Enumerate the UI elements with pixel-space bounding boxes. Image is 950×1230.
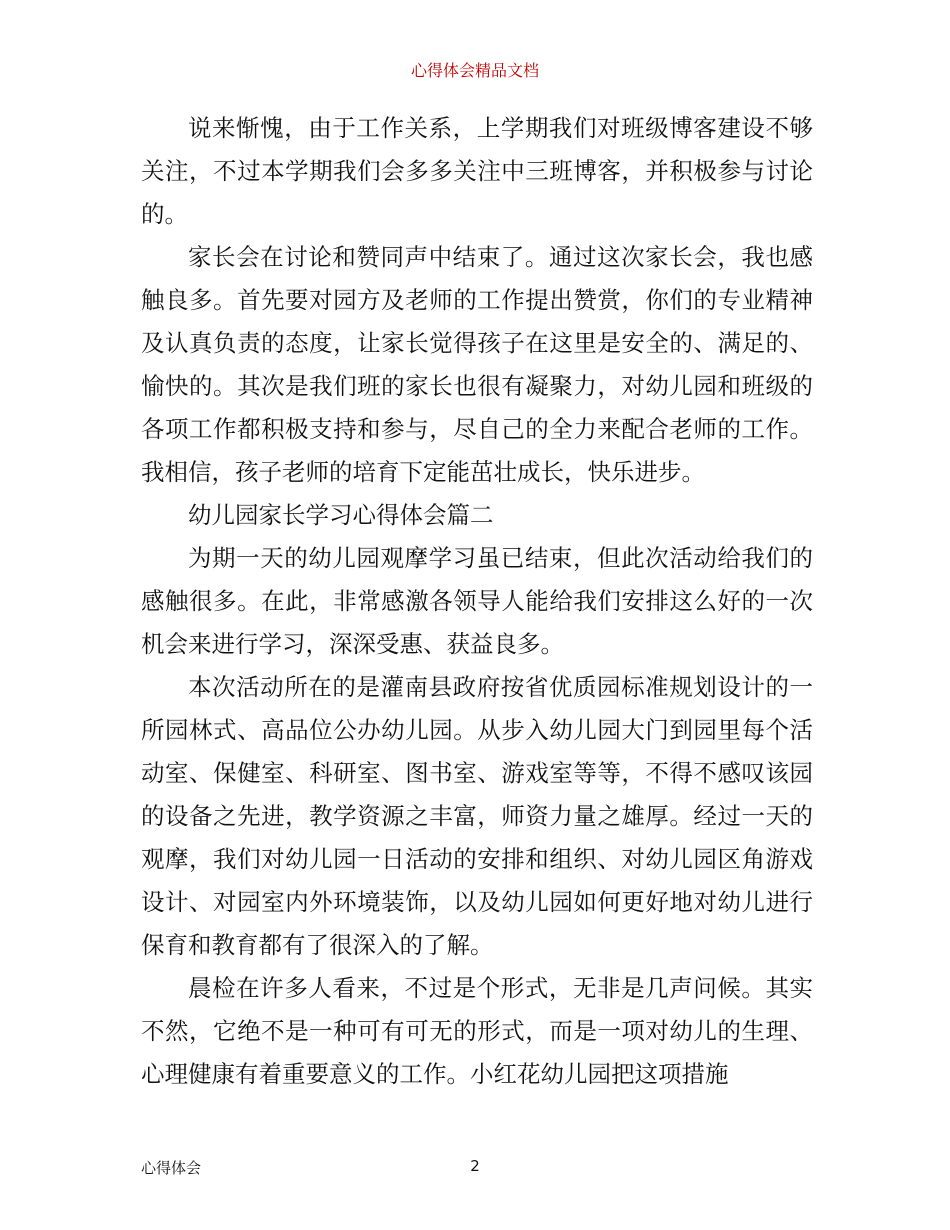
paragraph: 本次活动所在的是灌南县政府按省优质园标准规划设计的一所园林式、高品位公办幼儿园。从步入幼儿园大门到园里每个活动室、保健室、科研室、图书室、游戏室等等，不得不感叹该园的设备之先进，教学资源之丰富，师资力量之雄厚。经过一天的观摩，我们对幼儿园一日活动的安排和组织、对幼儿园区角游戏设计、对园室内外环境装饰，以及幼儿园如何更好地对幼儿进行保育和教育都有了很深入的了解。 [141,673,813,959]
paragraph: 家长会在讨论和赞同声中结束了。通过这次家长会，我也感触良多。首先要对园方及老师的工作提出赞赏，你们的专业精神及认真负责的态度，让家长觉得孩子在这里是安全的、满足的、愉快的。其次是我们班的家长也很有凝聚力，对幼儿园和班级的各项工作都积极支持和参与，尽自己的全力来配合老师的工作。我相信，孩子老师的培育下定能茁壮成长，快乐进步。 [141,243,813,486]
document-body [141,107,813,1096]
paragraph: 说来惭愧，由于工作关系，上学期我们对班级博客建设不够关注，不过本学期我们会多多关注中三班博客，并积极参与讨论的。 [141,114,813,228]
paragraph: 晨检在许多人看来，不过是个形式，无非是几声问候。其实不然，它绝不是一种可有可无的形式，而是一项对幼儿的生理、心理健康有着重要意义的工作。小红花幼儿园把这项措施 [141,974,813,1088]
page-number: 2 [470,1157,480,1175]
section-heading: 幼儿园家长学习心得体会篇二 [188,501,494,529]
footer-label: 心得体会 [141,1159,202,1177]
paragraph: 为期一天的幼儿园观摩学习虽已结束，但此次活动给我们的感触很多。在此，非常感激各领导人能给我们安排这么好的一次机会来进行学习，深深受惠、获益良多。 [141,544,813,658]
page-header-title: 心得体会精品文档 [410,61,539,80]
